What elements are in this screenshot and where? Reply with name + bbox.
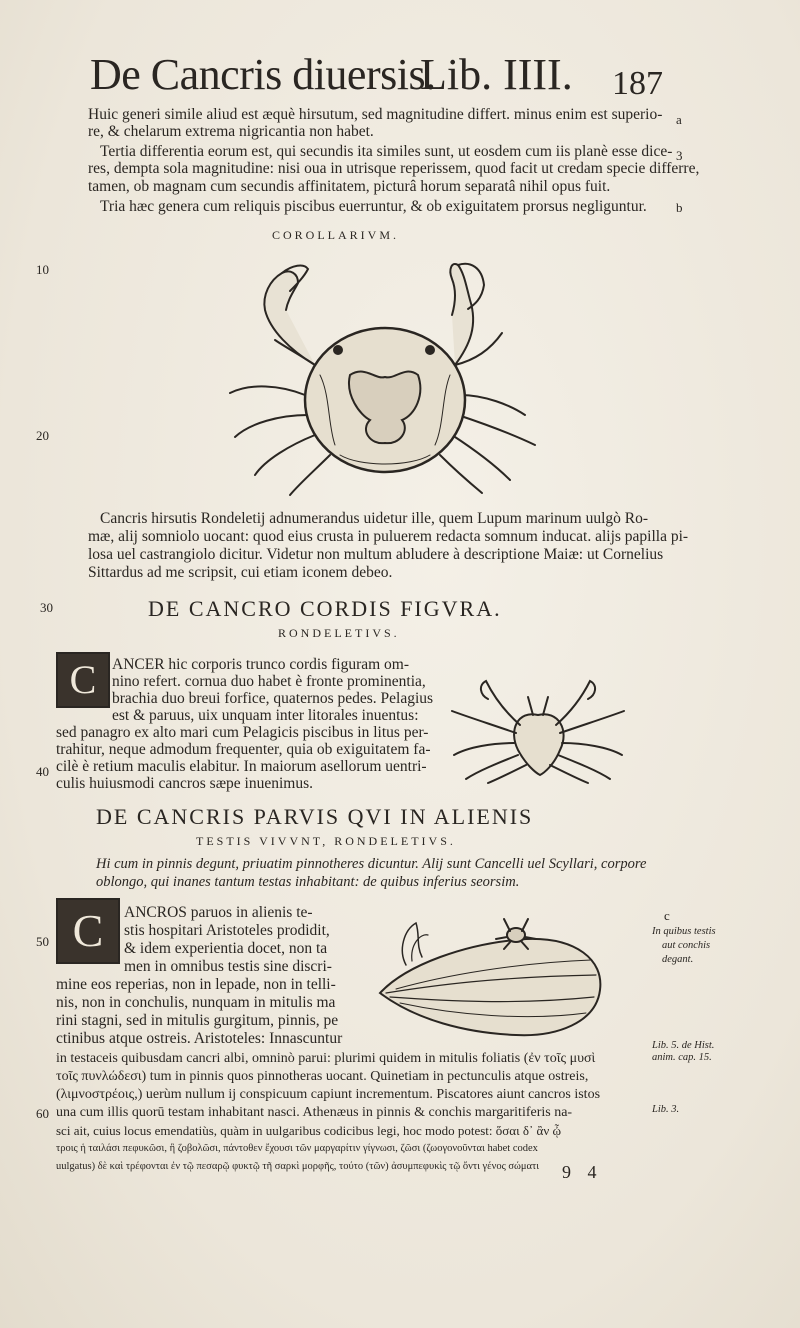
line-number: 10 xyxy=(36,262,49,277)
margin-reference: Lib. 3. xyxy=(652,1104,680,1115)
section1-line: nino refert. cornua duo habet è fronte prominentia, xyxy=(112,673,426,690)
margin-letter: b xyxy=(676,200,683,215)
line-number: 40 xyxy=(36,764,49,779)
section2-line: ANCROS paruos in alienis te- xyxy=(124,904,313,921)
section2-italic-line: oblongo, qui inanes tantum testas inhabitant: de quibus inferius seorsim. xyxy=(96,874,520,890)
section2-line: τροις ἡ ταιλάσι πεφυκῶσι, ἢ ζοβολῶσι, πάντοθεν ἔχουσι τῶν μαργαρίτιν γίγνωσι, ζῶσι (ζωογονοῦνται habet codex xyxy=(56,1143,538,1154)
section-heading-heart-crab: DE CANCRO CORDIS FIGVRA. xyxy=(148,596,502,621)
line-number: 30 xyxy=(40,600,53,615)
section2-line: nis, non in conchulis, nunquam in mitulis ma xyxy=(56,994,336,1011)
line-number: 20 xyxy=(36,428,49,443)
section1-line: est & paruus, uix unquam inter litorales inuentus: xyxy=(112,707,419,724)
corollarium-heading: COROLLARIVM. xyxy=(272,228,400,242)
mussel-shell-woodcut xyxy=(376,905,606,1040)
section2-line: uulgatus) δὲ καὶ τρέφονται ἐν τῷ πεσαρῷ φυκτῷ τῆ σαρκὶ μορφῆς, τούτο (τῶν) ἀσυμπεφυκὶς τῷ ὄντι γένος σώματι xyxy=(56,1161,540,1172)
section1-line: cilè è retium maculis elabitur. In maiorum asellorum uentri- xyxy=(56,758,427,775)
section1-line: trahitur, neque admodum frequenter, quia ob exiguitatem fa- xyxy=(56,741,431,758)
decorated-initial: C xyxy=(56,898,120,964)
section2-line: mine eos reperias, non in lepade, non in telli- xyxy=(56,976,336,993)
section2-line: rini stagni, sed in mitulis gurgitum, pinnis, pe xyxy=(56,1012,339,1029)
section1-line: brachia duo breui forfice, quaternos pedes. Pelagius xyxy=(112,690,434,707)
intro-line: res, dempta sola magnitudine: nisi oua in utrisque reperissem, quod facit ut credam specie differre, xyxy=(88,160,700,177)
section2-line: men in omnibus testis sine discri- xyxy=(124,958,332,975)
section2-line: in testaceis quibusdam cancri albi, omninò parui: plurimi quidem in mitulis foliatis (ἐν τοῖς μυσὶ xyxy=(56,1051,596,1066)
section2-line: stis hospitari Aristoteles prodidit, xyxy=(124,922,330,939)
intro-line: tamen, ob magnam cum secundis affinitatem, picturâ horum separatâ nihil opus fuit. xyxy=(88,178,611,195)
margin-reference: anim. cap. 15. xyxy=(652,1052,712,1063)
margin-letter: 3 xyxy=(676,148,683,163)
caption-line: mæ, alij somniolo uocant: quod eius crusta in puluerem redacta somnum inducat. alijs papilla pi- xyxy=(88,528,689,545)
page-header-book: Lib. IIII. xyxy=(420,50,573,99)
section2-line: una cum illis quorū testam inhabitant nasci. Athenæus in pinnis & conchis margaritiferis na- xyxy=(56,1105,573,1120)
section1-line: sed panagro ex alto mari cum Pelagicis piscibus in litus per- xyxy=(56,724,429,741)
signature-mark: 9 4 xyxy=(562,1162,603,1182)
section2-line: τοῖς πυνλώδεσι) tum in pinnis quos pinnotheras uocant. Quinetiam in pectunculis atque ostreis, xyxy=(56,1069,589,1084)
section-subtitle: TESTIS VIVVNT, RONDELETIVS. xyxy=(196,834,456,848)
margin-note: aut conchis xyxy=(662,940,711,951)
margin-note: In quibus testis xyxy=(652,926,716,937)
margin-reference: Lib. 5. de Hist. xyxy=(652,1040,715,1051)
intro-line: Huic generi simile aliud est æquè hirsutum, sed magnitudine differt. minus enim est superio- xyxy=(88,106,663,123)
decorated-initial: C xyxy=(56,652,110,708)
section2-line: sci ait, cuius locus emendatiùs, quàm in uulgaribus codicibus legi, hoc modo potest: ὅσαι δ᾽ ἂν ᾦ xyxy=(56,1123,562,1138)
section2-line: & idem experientia docet, non ta xyxy=(124,940,328,957)
section2-line: ctinibus atque ostreis. Aristoteles: Innascuntur xyxy=(56,1030,343,1047)
intro-line: Tria hæc genera cum reliquis piscibus euerruntur, & ob exiguitatem prorsus negliguntur. xyxy=(100,198,647,215)
line-number: 60 xyxy=(36,1106,49,1121)
heart-crab-woodcut xyxy=(448,675,628,785)
intro-line: Tertia differentia eorum est, qui secundis ita similes sunt, ut eosdem cum iis planè esse dice- xyxy=(100,143,673,160)
section2-line: (λιμνοστρέοις,) uerùm nullum ij conspicuum capiunt incrementum. Piscatores aiunt cancros istos xyxy=(56,1087,601,1102)
margin-letter: c xyxy=(664,908,670,923)
hairy-crab-woodcut xyxy=(220,255,550,505)
section2-italic-line: Hi cum in pinnis degunt, priuatim pinnotheres dicuntur. Alij sunt Cancelli uel Scyllari, corpore xyxy=(96,856,647,872)
page-number: 187 xyxy=(612,65,663,102)
page-header-title: De Cancris diuersis. xyxy=(90,50,436,99)
section-author: RONDELETIVS. xyxy=(278,626,400,640)
section-heading-small-crabs: DE CANCRIS PARVIS QVI IN ALIENIS xyxy=(96,804,534,829)
margin-letter: a xyxy=(676,112,682,127)
caption-line: losa uel castrangiolo dicitur. Videtur non multum abludere à descriptione Maiæ: ut Cornelius xyxy=(88,546,664,563)
margin-note: degant. xyxy=(662,954,694,965)
line-number: 50 xyxy=(36,934,49,949)
caption-line: Cancris hirsutis Rondeletij adnumerandus uidetur ille, quem Lupum marinum uulgò Ro- xyxy=(100,510,649,527)
caption-line: Sittardus ad me scripsit, cui etiam iconem debeo. xyxy=(88,564,393,581)
intro-line: re, & chelarum extrema nigricantia non habet. xyxy=(88,123,374,140)
section1-line: ANCER hic corporis trunco cordis figuram om- xyxy=(112,656,410,673)
section1-line: culis huiusmodi cancros sæpe inuenimus. xyxy=(56,775,314,792)
